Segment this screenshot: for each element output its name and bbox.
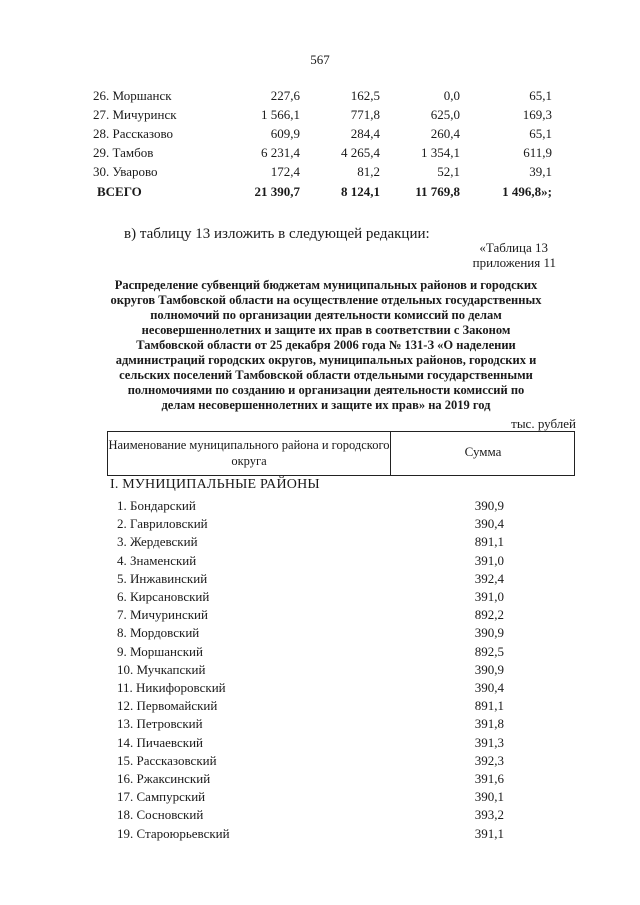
heading-line: Тамбовской области от 25 декабря 2006 года № 131-З «О наделении [136,338,516,352]
row-name: 29. Тамбов [93,145,154,160]
row-value: 4 265,4 [341,145,380,160]
district-name: 16. Ржаксинский [117,771,211,786]
district-sum: 390,4 [474,516,504,531]
district-name: 10. Мучкапский [117,662,206,677]
district-sum: 391,3 [474,735,504,750]
district-row [0,698,640,716]
district-sum: 390,1 [474,789,504,804]
row-value: 1 566,1 [261,107,300,122]
row-value: 284,4 [350,126,380,141]
table-reference-line1: «Таблица 13 [479,240,548,255]
row-value: 52,1 [437,164,460,179]
heading-line: полномочиями по созданию и организации деятельности комиссий по [127,383,525,397]
district-row [0,589,640,607]
row-value: 65,1 [529,126,552,141]
total-label: ВСЕГО [97,184,142,199]
heading-line: делам несовершеннолетних и защите их прав» на 2019 год [161,398,491,412]
table-row [0,107,640,125]
row-value: 771,8 [350,107,380,122]
row-name: 27. Мичуринск [93,107,177,122]
district-sum: 891,1 [474,698,504,713]
heading-line: полномочий по организации деятельности комиссий по делам [150,308,502,322]
district-row [0,807,640,825]
header-sum-column: Сумма [464,444,502,459]
row-value: 81,2 [357,164,380,179]
row-value: 0,0 [443,88,460,103]
row-value: 162,5 [350,88,380,103]
row-name: 30. Уварово [93,164,158,179]
district-row [0,607,640,625]
heading-line: администраций городских округов, муниципальных районов, городских и [115,353,537,367]
heading-line: сельских поселений Тамбовской области отдельными государственными [119,368,533,382]
district-row [0,716,640,734]
district-sum: 390,4 [474,680,504,695]
header-name-column: Наименование муниципального района и городского округа [108,438,390,468]
total-value: 11 769,8 [415,184,460,199]
district-name: 18. Сосновский [117,807,204,822]
table-row [0,145,640,163]
district-sum: 891,1 [474,534,504,549]
district-name: 17. Сампурский [117,789,206,804]
district-row [0,516,640,534]
row-value: 172,4 [270,164,300,179]
district-name: 19. Староюрьевский [117,826,230,841]
district-sum: 391,8 [474,716,504,731]
district-row [0,753,640,771]
district-row [0,826,640,844]
district-sum: 391,0 [474,553,504,568]
heading-line: округов Тамбовской области на осуществление отдельных государственных [110,293,542,307]
row-value: 609,9 [270,126,300,141]
heading-line: Распределение субвенций бюджетам муниципальных районов и городских [114,278,538,292]
table-row [0,126,640,144]
district-name: 7. Мичуринский [117,607,208,622]
district-name: 5. Инжавинский [117,571,208,586]
unit-label: тыс. рублей [511,416,576,431]
page-number: 567 [310,52,330,67]
district-sum: 392,3 [474,753,504,768]
district-name: 9. Моршанский [117,644,203,659]
table-row [0,88,640,106]
district-row [0,553,640,571]
row-value: 169,3 [522,107,552,122]
district-sum: 390,9 [474,625,504,640]
district-sum: 391,1 [474,826,504,841]
district-row [0,662,640,680]
total-row [0,184,640,202]
district-name: 1. Бондарский [117,498,196,513]
district-name: 6. Кирсановский [117,589,210,604]
table-reference-line2: приложения 11 [472,255,556,270]
district-row [0,680,640,698]
district-row [0,498,640,516]
district-row [0,534,640,552]
row-value: 65,1 [529,88,552,103]
district-row [0,735,640,753]
row-value: 625,0 [430,107,460,122]
district-name: 13. Петровский [117,716,203,731]
table-row [0,164,640,182]
row-value: 227,6 [270,88,300,103]
district-row [0,771,640,789]
amendment-text: в) таблицу 13 изложить в следующей редакции: [124,226,430,242]
district-name: 4. Знаменский [117,553,197,568]
district-name: 14. Пичаевский [117,735,203,750]
row-value: 39,1 [529,164,552,179]
table-heading [100,278,552,413]
district-name: 11. Никифоровский [117,680,226,695]
total-value: 1 496,8»; [502,184,552,199]
total-value: 8 124,1 [341,184,380,199]
total-value: 21 390,7 [254,184,300,199]
row-value: 6 231,4 [261,145,300,160]
row-value: 1 354,1 [421,145,460,160]
district-name: 3. Жердевский [117,534,198,549]
row-value: 611,9 [523,145,552,160]
district-name: 2. Гавриловский [117,516,208,531]
district-sum: 892,2 [474,607,504,622]
row-name: 26. Моршанск [93,88,172,103]
district-sum: 393,2 [474,807,504,822]
district-sum: 390,9 [474,662,504,677]
district-row [0,571,640,589]
district-sum: 391,0 [474,589,504,604]
row-value: 260,4 [430,126,460,141]
district-sum: 391,6 [474,771,504,786]
section-title: I. МУНИЦИПАЛЬНЫЕ РАЙОНЫ [110,477,320,492]
district-name: 8. Мордовский [117,625,200,640]
district-row [0,789,640,807]
district-name: 12. Первомайский [117,698,218,713]
district-sum: 392,4 [474,571,504,586]
district-sum: 390,9 [474,498,504,513]
district-row [0,644,640,662]
row-name: 28. Рассказово [93,126,174,141]
district-name: 15. Рассказовский [117,753,217,768]
district-sum: 892,5 [474,644,504,659]
district-row [0,625,640,643]
heading-line: несовершеннолетних и защите их прав в соответствии с Законом [141,323,511,337]
